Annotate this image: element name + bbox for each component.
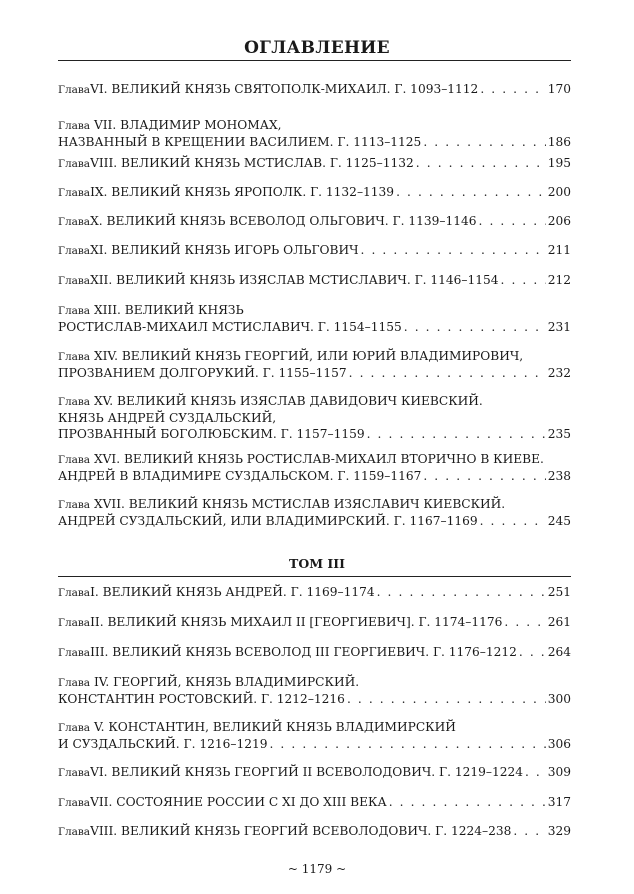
dot-leader	[389, 794, 546, 810]
toc-entry-text: АНДРЕЙ СУЗДАЛЬСКИЙ, ИЛИ ВЛАДИМИРСКИЙ. Г. 1167–1169	[58, 514, 478, 528]
toc-entry[interactable]	[58, 302, 571, 335]
page-title: ОГЛАВЛЕНИЕ	[244, 38, 390, 58]
volume-rule	[58, 576, 571, 577]
chapter-prefix: Глава	[58, 245, 91, 257]
chapter-prefix: Глава	[58, 158, 91, 170]
toc-entry[interactable]	[58, 348, 571, 381]
toc-entry-text: КОНСТАНТИН РОСТОВСКИЙ. Г. 1212–1216	[58, 692, 345, 706]
toc-entry[interactable]	[58, 496, 571, 529]
chapter-prefix: Глава	[58, 275, 91, 287]
toc-entry[interactable]	[58, 794, 571, 811]
dot-leader	[367, 426, 546, 442]
toc-page-number: 231	[547, 320, 571, 334]
toc-page-number: 212	[547, 273, 571, 287]
chapter-prefix: Глава	[58, 120, 91, 132]
toc-entry-text: VI. ВЕЛИКИЙ КНЯЗЬ ГЕОРГИЙ II ВСЕВОЛОДОВИЧ. Г. 1219–1224	[90, 765, 523, 779]
chapter-prefix: Глава	[58, 647, 91, 659]
dot-leader	[349, 365, 546, 381]
toc-page-number: 170	[547, 82, 571, 96]
toc-entry-text: XIV. ВЕЛИКИЙ КНЯЗЬ ГЕОРГИЙ, ИЛИ ЮРИЙ ВЛАДИМИРОВИЧ,	[93, 349, 524, 363]
toc-entry-text: XIII. ВЕЛИКИЙ КНЯЗЬ	[93, 303, 244, 317]
toc-entry[interactable]	[58, 719, 571, 752]
dot-leader	[480, 81, 545, 97]
toc-entry[interactable]	[58, 764, 571, 781]
chapter-prefix: Глава	[58, 84, 91, 96]
toc-entry-text: IV. ГЕОРГИЙ, КНЯЗЬ ВЛАДИМИРСКИЙ.	[93, 675, 360, 689]
toc-entry[interactable]	[58, 614, 571, 631]
toc-entry-text: VIII. ВЕЛИКИЙ КНЯЗЬ МСТИСЛАВ. Г. 1125–1132	[90, 156, 414, 170]
toc-page-number: 232	[547, 366, 571, 380]
toc-entry-text: VIII. ВЕЛИКИЙ КНЯЗЬ ГЕОРГИЙ ВСЕВОЛОДОВИЧ. Г. 1224–238	[90, 824, 512, 838]
toc-entry[interactable]	[58, 823, 571, 840]
toc-page-number: 261	[547, 615, 571, 629]
chapter-prefix: Глава	[58, 396, 91, 408]
chapter-prefix: Глава	[58, 587, 91, 599]
dot-leader	[377, 584, 546, 600]
chapter-prefix: Глава	[58, 677, 91, 689]
dot-leader	[525, 764, 546, 780]
chapter-prefix: Глава	[58, 617, 91, 629]
toc-entry-text: КНЯЗЬ АНДРЕЙ СУЗДАЛЬСКИЙ,	[58, 411, 277, 425]
chapter-prefix: Глава	[58, 305, 91, 317]
toc-entry-text: XV. ВЕЛИКИЙ КНЯЗЬ ИЗЯСЛАВ ДАВИДОВИЧ КИЕВСКИЙ.	[93, 394, 483, 408]
chapter-prefix: Глава	[58, 454, 91, 466]
dot-leader	[519, 644, 546, 660]
toc-entry-text: И СУЗДАЛЬСКИЙ. Г. 1216–1219	[58, 737, 268, 751]
dot-leader	[513, 823, 545, 839]
toc-entry-text: АНДРЕЙ В ВЛАДИМИРЕ СУЗДАЛЬСКОМ. Г. 1159–1167	[58, 469, 422, 483]
toc-entry-text: VII. СОСТОЯНИЕ РОССИИ С XI ДО XIII ВЕКА	[90, 795, 387, 809]
toc-entry-text: X. ВЕЛИКИЙ КНЯЗЬ ВСЕВОЛОД ОЛЬГОВИЧ. Г. 1139–1146	[90, 214, 477, 228]
chapter-prefix: Глава	[58, 499, 91, 511]
toc-entry-text: V. КОНСТАНТИН, ВЕЛИКИЙ КНЯЗЬ ВЛАДИМИРСКИЙ	[93, 720, 456, 734]
dot-leader	[479, 213, 546, 229]
toc-entry-text: XVII. ВЕЛИКИЙ КНЯЗЬ МСТИСЛАВ ИЗЯСЛАВИЧ КИЕВСКИЙ.	[93, 497, 506, 511]
volume-title: ТОМ III	[289, 556, 345, 571]
toc-entry[interactable]	[58, 584, 571, 601]
dot-leader	[423, 468, 545, 484]
toc-page-number: 251	[547, 585, 571, 599]
toc-page-number: 245	[547, 514, 571, 528]
chapter-prefix: Глава	[58, 722, 91, 734]
toc-entry-text: III. ВЕЛИКИЙ КНЯЗЬ ВСЕВОЛОД III ГЕОРГИЕВИЧ. Г. 1176–1212	[90, 645, 517, 659]
toc-page-number: 329	[547, 824, 571, 838]
toc-page-number: 309	[547, 765, 571, 779]
dot-leader	[416, 155, 546, 171]
toc-page-number: 206	[547, 214, 571, 228]
dot-leader	[396, 184, 546, 200]
page-number: ~ 1179 ~	[287, 862, 347, 876]
toc-entry-text: VI. ВЕЛИКИЙ КНЯЗЬ СВЯТОПОЛК-МИХАИЛ. Г. 1093–1112	[90, 82, 479, 96]
toc-page-number: 300	[547, 692, 571, 706]
chapter-prefix: Глава	[58, 187, 91, 199]
dot-leader	[504, 614, 545, 630]
toc-page-number: 195	[547, 156, 571, 170]
chapter-prefix: Глава	[58, 797, 91, 809]
toc-page-number: 235	[547, 427, 571, 441]
toc-entry-text: IX. ВЕЛИКИЙ КНЯЗЬ ЯРОПОЛК. Г. 1132–1139	[90, 185, 395, 199]
toc-entry[interactable]	[58, 644, 571, 661]
toc-entry[interactable]	[58, 155, 571, 172]
toc-entry-text: РОСТИСЛАВ-МИХАИЛ МСТИСЛАВИЧ. Г. 1154–1155	[58, 320, 402, 334]
dot-leader	[269, 736, 545, 752]
toc-entry-text: НАЗВАННЫЙ В КРЕЩЕНИИ ВАСИЛИЕМ. Г. 1113–1125	[58, 135, 422, 149]
toc-entry[interactable]	[58, 117, 571, 150]
dot-leader	[480, 513, 546, 529]
dot-leader	[347, 691, 546, 707]
toc-entry[interactable]	[58, 184, 571, 201]
toc-entry-text: I. ВЕЛИКИЙ КНЯЗЬ АНДРЕЙ. Г. 1169–1174	[90, 585, 375, 599]
toc-entry-text: ПРОЗВАНИЕМ ДОЛГОРУКИЙ. Г. 1155–1157	[58, 366, 347, 380]
toc-entry[interactable]	[58, 674, 571, 707]
toc-page-number: 306	[547, 737, 571, 751]
toc-entry-text: VII. ВЛАДИМИР МОНОМАХ,	[93, 118, 282, 132]
toc-page-number: 211	[547, 243, 571, 257]
toc-entry-text: II. ВЕЛИКИЙ КНЯЗЬ МИХАИЛ II [ГЕОРГИЕВИЧ]. Г. 1174–1176	[90, 615, 503, 629]
title-rule	[58, 60, 571, 61]
chapter-prefix: Глава	[58, 826, 91, 838]
toc-page-number: 317	[547, 795, 571, 809]
toc-entry-text: XI. ВЕЛИКИЙ КНЯЗЬ ИГОРЬ ОЛЬГОВИЧ	[90, 243, 359, 257]
dot-leader	[361, 242, 546, 258]
toc-entry-text: ПРОЗВАННЫЙ БОГОЛЮБСКИМ. Г. 1157–1159	[58, 427, 365, 441]
chapter-prefix: Глава	[58, 216, 91, 228]
toc-entry[interactable]	[58, 272, 571, 289]
toc-page-number: 186	[547, 135, 571, 149]
dot-leader	[404, 319, 546, 335]
toc-entry[interactable]	[58, 242, 571, 259]
toc-entry[interactable]	[58, 213, 571, 230]
dot-leader	[423, 134, 545, 150]
toc-page-number: 238	[547, 469, 571, 483]
dot-leader	[501, 272, 546, 288]
toc-entry[interactable]	[58, 451, 571, 484]
chapter-prefix: Глава	[58, 351, 91, 363]
toc-entry[interactable]	[58, 393, 571, 442]
toc-entry[interactable]	[58, 81, 571, 98]
toc-page-number: 200	[547, 185, 571, 199]
toc-entry-text: XVI. ВЕЛИКИЙ КНЯЗЬ РОСТИСЛАВ-МИХАИЛ ВТОРИЧНО В КИЕВЕ.	[93, 452, 544, 466]
toc-page-number: 264	[547, 645, 571, 659]
toc-entry-text: XII. ВЕЛИКИЙ КНЯЗЬ ИЗЯСЛАВ МСТИСЛАВИЧ. Г. 1146–1154	[90, 273, 499, 287]
chapter-prefix: Глава	[58, 767, 91, 779]
